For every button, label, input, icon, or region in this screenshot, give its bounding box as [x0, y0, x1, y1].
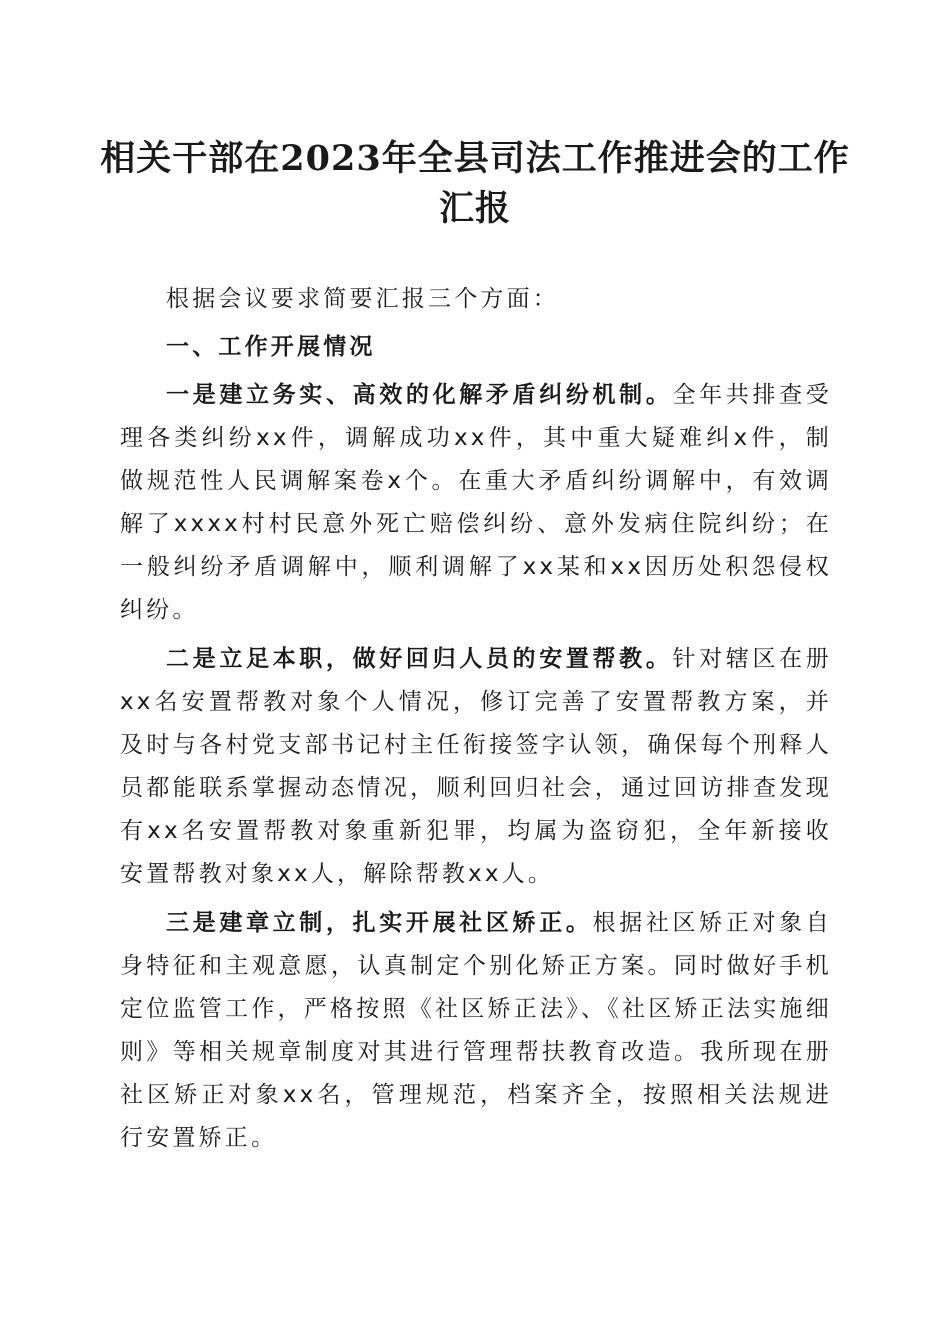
intro-paragraph: 根据会议要求简要汇报三个方面： — [166, 286, 559, 312]
section-heading: 一、工作开展情况 — [166, 334, 376, 360]
work-item-text: 根据社区矫正对象自身特征和主观意愿，认真制定个别化矫正方案。同时做好手机定位监管工作，严格按照《社区矫正法》、《社区矫正法实施细则》等相关规章制度对其进行管理帮扶教育改造。我所现在册社区矫正对象xx名，管理规范，档案齐全，按照相关法规进行安置矫正。 — [120, 910, 832, 1151]
document-body — [120, 278, 832, 1166]
work-item-text: 全年共排查受理各类纠纷xx件，调解成功xx件，其中重大疑难纠x件，制做规范性人民调解案卷x个。在重大矛盾纠纷调解中，有效调解了xxxx村村民意外死亡赔偿纠纷、意外发病住院纠纷；在一般纠纷矛盾调解中，顺利调解了xx某和xx因历处积怨侵权纠纷。 — [120, 382, 832, 623]
work-item-paragraph — [120, 638, 832, 896]
work-item-text: 针对辖区在册xx名安置帮教对象个人情况，修订完善了安置帮教方案，并及时与各村党支部书记村主任衔接签字认领，确保每个刑释人员都能联系掌握动态情况，顺利回归社会，通过回访排查发现有xx名安置帮教对象重新犯罪，均属为盗窃犯，全年新接收安置帮教对象xx人，解除帮教xx人。 — [120, 646, 832, 887]
work-item-lead: 一是建立务实、高效的化解矛盾纠纷机制。 — [166, 382, 673, 408]
work-item-paragraph — [120, 902, 832, 1160]
work-item-lead: 三是建章立制，扎实开展社区矫正。 — [166, 910, 593, 936]
work-item-lead: 二是立足本职，做好回归人员的安置帮教。 — [166, 646, 673, 672]
document-title: 相关干部在2023年全县司法工作推进会的工作汇报 — [100, 138, 850, 229]
work-item-paragraph — [120, 374, 832, 632]
